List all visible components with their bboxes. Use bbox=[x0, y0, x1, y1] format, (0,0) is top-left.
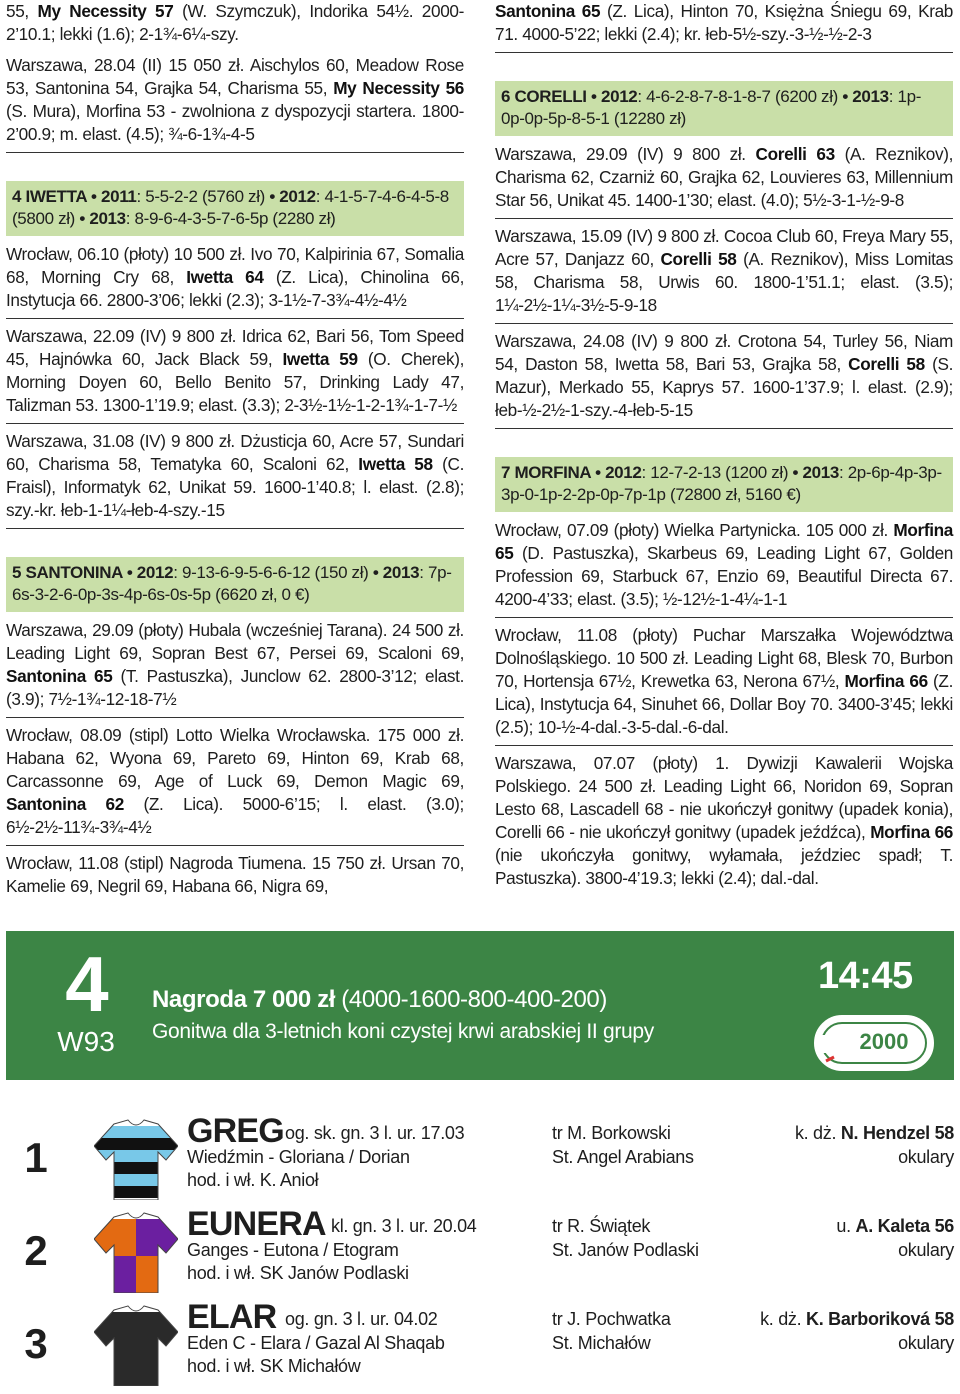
run-text: Warszawa, 22.09 (IV) 9 800 zł. Idrica 62, Bari 56, Tom Speed 45, Hajnówka 60, Jack Black 59, Iwetta 59 (O. Cherek), Morning Doyen 60, Bello Benito 57, Drinking Lady 47, Talizman 53. 1300-1’19.9; elast. (3.3); 2-3½-1½-1-2-1¾-1-7-½ bbox=[6, 326, 464, 415]
stable: St. Michałów bbox=[552, 1333, 651, 1353]
run-text: Warszawa, 31.08 (IV) 9 800 zł. Dżusticja 60, Acre 57, Sundari 60, Charisma 58, Tematyka 60, Scaloni 62, Iwetta 58 (C. Fraisl), Informatyk 62, Unikat 59. 1600-1’40.8; l. elast. (2.8); szy.-kr. łeb-1-1¼-łeb-4-szy.-15 bbox=[6, 431, 464, 520]
run-entry bbox=[495, 624, 953, 746]
run-entry bbox=[495, 143, 953, 219]
run-entry bbox=[6, 619, 464, 718]
jockey-name: N. Hendzel 58 bbox=[840, 1123, 954, 1143]
run-entry bbox=[6, 724, 464, 846]
jockey-silks-icon bbox=[94, 1209, 178, 1293]
race-prize bbox=[152, 986, 607, 1014]
run-text: Wrocław, 11.08 (stipl) Nagroda Tiumena. 15 750 zł. Ursan 70, Kamelie 69, Negril 69, Habana 66, Nigra 69, bbox=[6, 853, 464, 896]
jockey-silks-icon bbox=[94, 1302, 178, 1386]
jockey-prefix: u. bbox=[836, 1216, 851, 1236]
horse-owner: hod. i wł. SK Michałów bbox=[187, 1356, 361, 1376]
run-text: Wrocław, 08.09 (stipl) Lotto Wielka Wrocławska. 175 000 zł. Habana 62, Wyona 69, Pareto 69, Hinton 69, Krab 68, Carcassonne 69, Age of Luck 69, Demon Magic 69, Santonina 62 (Z. Lica). 5000-6’15; l. elast. (3.0); 6½-2½-11¾-3¾-4½ bbox=[6, 725, 464, 837]
race-code: W93 bbox=[57, 1026, 115, 1057]
run-entry bbox=[6, 325, 464, 424]
horse-owner: hod. i wł. SK Janów Podlaski bbox=[187, 1263, 409, 1283]
entry-number: 2 bbox=[24, 1227, 48, 1274]
distance-label: 2000 bbox=[859, 1029, 909, 1054]
run-entry bbox=[6, 430, 464, 529]
run-text: Warszawa, 24.08 (IV) 9 800 zł. Crotona 54, Turley 56, Niam 54, Daston 58, Iwetta 58, Bari 53, Grajka 58, Corelli 58 (S. Mazur), Merkado 55, Kaprys 57. 1600-1’37.9; l. elast. (2.9); łeb-½-2½-1-szy.-4-łeb-5-15 bbox=[495, 331, 954, 420]
horse-name: ELAR bbox=[187, 1298, 277, 1336]
equipment: okulary bbox=[898, 1240, 954, 1260]
horse-info: og. gn. 3 l. ur. 04.02 bbox=[285, 1309, 438, 1329]
horse-block-morfina bbox=[495, 457, 953, 896]
jockey-name: K. Barboriková 58 bbox=[806, 1309, 954, 1329]
horse-pedigree: Eden C - Elara / Gazal Al Shaqab bbox=[187, 1333, 445, 1353]
run-entry bbox=[6, 54, 464, 153]
entry-row bbox=[6, 1298, 954, 1390]
jockey-name: A. Kaleta 56 bbox=[855, 1216, 954, 1236]
horse-info: kl. gn. 3 l. ur. 20.04 bbox=[331, 1216, 477, 1236]
stable: St. Janów Podlaski bbox=[552, 1240, 699, 1260]
trainer: tr R. Świątek bbox=[552, 1216, 651, 1236]
prize-split: (4000-1600-800-400-200) bbox=[335, 986, 607, 1013]
horse-header: 4 IWETTA • 2011: 5-5-2-2 (5760 zł) • 2012: 4-1-5-7-4-6-4-5-8 (5800 zł) • 2013: 8-9-6-4-3-5-7-6-5p (2280 zł) bbox=[6, 181, 464, 236]
jockey bbox=[836, 1215, 954, 1238]
track-distance-icon bbox=[812, 1013, 936, 1073]
race-number: 4 bbox=[65, 940, 107, 1028]
horse-block-iwetta bbox=[6, 181, 464, 529]
run-text: Warszawa, 29.09 (IV) 9 800 zł. Corelli 63 (A. Reznikov), Charisma 62, Czarniż 60, Grajka 62, Louvieres 63, Millennium Star 56, Unikat 45. 1400-1’30; elast. (4.0); 5½-3-1-½-9-8 bbox=[495, 144, 953, 210]
jockey-silks-icon bbox=[94, 1116, 178, 1200]
run-entry bbox=[495, 330, 953, 429]
run-text: Warszawa, 15.09 (IV) 9 800 zł. Cocoa Club 60, Freya Mary 55, Acre 57, Danjazz 60, Corelli 58 (A. Reznikov), Miss Lomitas 58, Charisma 58, Urwis 60. 1800-1’51.1; elast. (3.5); 1¼-2½-1¼-3½-5-9-18 bbox=[495, 226, 953, 315]
stable: St. Angel Arabians bbox=[552, 1147, 694, 1167]
horse-name: GREG bbox=[187, 1112, 284, 1150]
horse-pedigree: Wiedźmin - Gloriana / Dorian bbox=[187, 1147, 410, 1167]
run-entry bbox=[495, 0, 953, 53]
race-header-band bbox=[6, 931, 954, 1080]
entry-number: 1 bbox=[24, 1134, 48, 1181]
run-entry bbox=[495, 519, 953, 618]
jockey bbox=[760, 1308, 954, 1331]
run-text: Warszawa, 28.04 (II) 15 050 zł. Aischylos 60, Meadow Rose 53, Santonina 54, Grajka 54, Charisma 55, My Necessity 56 (S. Mura), Morfina 53 - zwolniona z dyspozycji startera. 1800-2’00.9; m. elast. (4.5); ¾-6-1¾-4-5 bbox=[6, 55, 464, 144]
run-text: 55, My Necessity 57 (W. Szymczuk), Indorika 54½. 2000-2’10.1; lekki (1.6); 2-1¾-6¼-szy. bbox=[6, 1, 464, 44]
jockey-prefix: k. dż. bbox=[794, 1123, 837, 1143]
horse-owner: hod. i wł. K. Anioł bbox=[187, 1170, 319, 1190]
run-text: Wrocław, 06.10 (płoty) 10 500 zł. Ivo 70, Kalpirinia 67, Somalia 68, Morning Cry 68, Iwetta 64 (Z. Lica), Chinolina 66, Instytucja 66. 2800-3’06; lekki (2.3); 3-1½-7-3¾-4½-4½ bbox=[6, 244, 465, 310]
run-text: Wrocław, 07.09 (płoty) Wielka Partynicka. 105 000 zł. Morfina 65 (D. Pastuszka), Skarbeus 69, Leading Light 67, Golden Profession 69, Starbuck 67, Enzio 69, Beautiful Directa 67. 4200-4’33; elast. (3.5); ½-12½-1-4¼-1-1 bbox=[495, 520, 953, 609]
trainer: tr M. Borkowski bbox=[552, 1123, 671, 1143]
prize-amount: Nagroda 7 000 zł bbox=[152, 986, 336, 1013]
entry-row bbox=[6, 1112, 954, 1204]
trainer: tr J. Pochwatka bbox=[552, 1309, 671, 1329]
run-entry bbox=[495, 225, 953, 324]
horse-name: EUNERA bbox=[187, 1205, 326, 1243]
race-description: Gonitwa dla 3-letnich koni czystej krwi arabskiej II grupy bbox=[152, 1020, 654, 1043]
run-text: Warszawa, 29.09 (płoty) Hubala (wcześniej Tarana). 24 500 zł. Leading Light 69, Sopran Best 67, Persei 69, Scaloni 69, Santonina 65 (T. Pastuszka), Junclow 62. 2800-3’12; elast. (3.9); 7½-1¾-12-18-7½ bbox=[6, 620, 464, 709]
horse-info: og. sk. gn. 3 l. ur. 17.03 bbox=[285, 1123, 465, 1143]
run-text: Wrocław, 11.08 (płoty) Puchar Marszałka Województwa Dolnośląskiego. 10 500 zł. Leading Light 68, Blesk 70, Burbon 70, Hortensja 67½, Krewetka 63, Nerona 67½, Morfina 66 (Z. Lica), Instytucja 64, Sinuhet 66, Dollar Boy 70. 3400-3’45; lekki (2.5); 10-½-4-dal.-3-5-dal.-6-dal. bbox=[495, 625, 953, 737]
horse-header: 7 MORFINA • 2012: 12-7-2-13 (1200 zł) • 2013: 2p-6p-4p-3p-3p-0-1p-2-2p-0p-7p-1p (72800 zł, 5160 €) bbox=[495, 457, 953, 512]
horse-pedigree: Ganges - Eutona / Etogram bbox=[187, 1240, 399, 1260]
race-time: 14:45 bbox=[818, 955, 913, 997]
horse-header: 5 SANTONINA • 2012: 9-13-6-9-5-6-6-12 (150 zł) • 2013: 7p-6s-3-2-6-0p-3s-4p-6s-0s-5p (6620 zł, 0 €) bbox=[6, 557, 464, 612]
run-entry bbox=[6, 0, 464, 54]
run-entry bbox=[6, 852, 464, 904]
run-text: Warszawa, 07.07 (płoty) 1. Dywizji Kawalerii Wojska Polskiego. 24 500 zł. Leading Light 66, Noridon 69, Sopran Lesto 68, Lascadell 68 - nie ukończył gonitwy (upadek konia), Corelli 66 - nie ukończył gonitwy (upadek jeźdźca), Morfina 66 (nie ukończyła gonitwy, wyłamała, jeździec spadł; T. Pastuszka). 3800-4’19.3; lekki (2.4); dal.-dal. bbox=[495, 753, 953, 888]
left-column bbox=[6, 0, 464, 910]
run-entry bbox=[6, 243, 464, 319]
entry-number: 3 bbox=[24, 1320, 48, 1367]
equipment: okulary bbox=[898, 1333, 954, 1353]
horse-block-corelli bbox=[495, 81, 953, 429]
jockey-prefix: k. dż. bbox=[760, 1309, 802, 1329]
run-entry bbox=[495, 752, 953, 896]
entry-row bbox=[6, 1205, 954, 1297]
right-column bbox=[495, 0, 953, 902]
horse-header: 6 CORELLI • 2012: 4-6-2-8-7-8-1-8-7 (6200 zł) • 2013: 1p-0p-0p-5p-8-5-1 (12280 zł) bbox=[495, 81, 953, 136]
equipment: okulary bbox=[898, 1147, 954, 1167]
run-text: Santonina 65 (Z. Lica), Hinton 70, Księżna Śniegu 69, Krab 71. 4000-5’22; lekki (2.4); kr. łeb-5½-szy.-3-½-½-2-3 bbox=[495, 1, 953, 44]
horse-block-santonina bbox=[6, 557, 464, 904]
jockey bbox=[795, 1122, 954, 1145]
